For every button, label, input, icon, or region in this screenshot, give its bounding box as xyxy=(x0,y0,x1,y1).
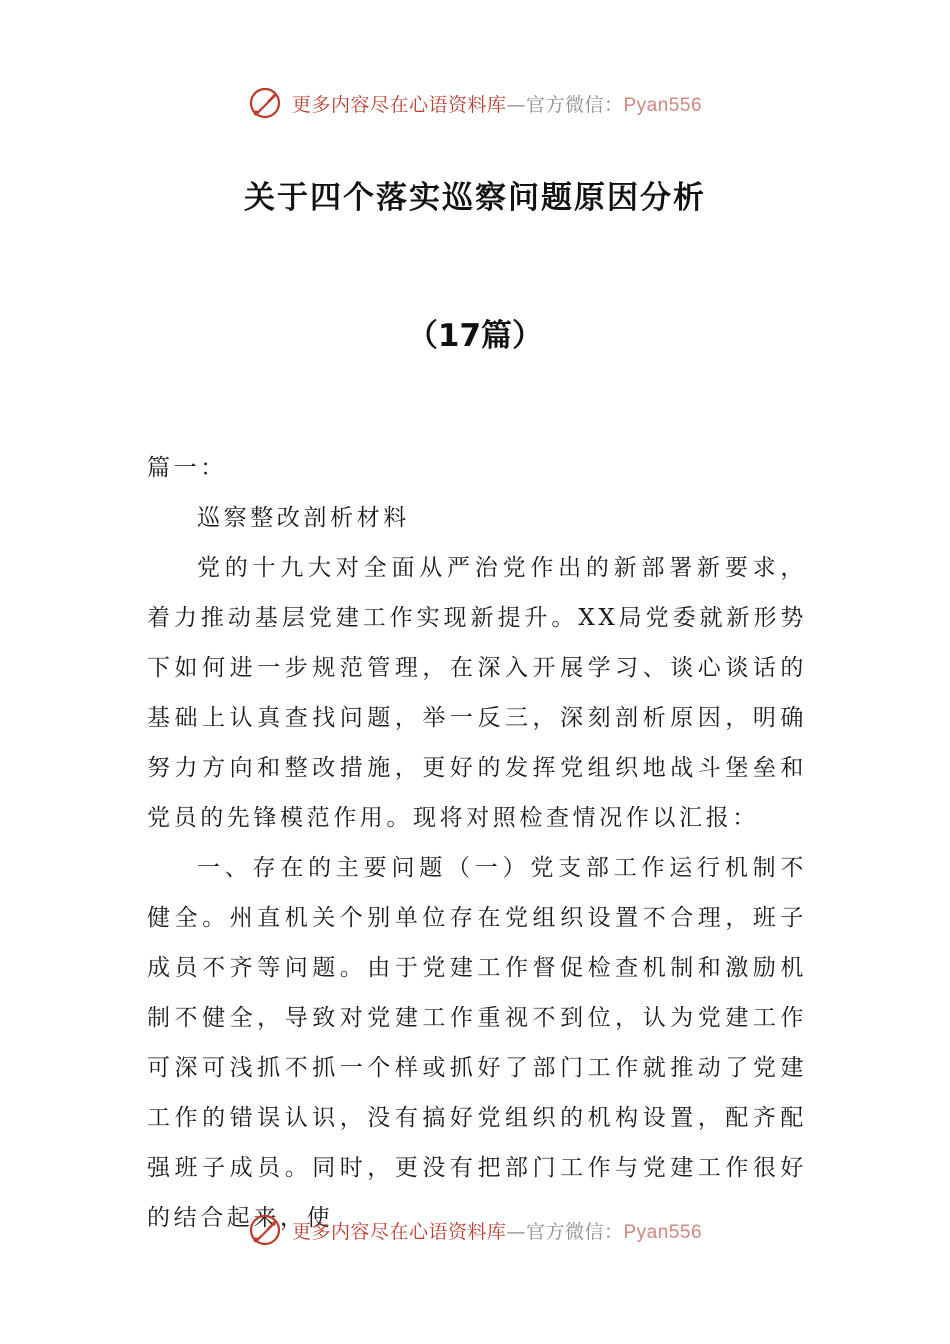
body-paragraph: 党的十九大对全面从严治党作出的新部署新要求，着力推动基层党建工作实现新提升。XX局党委就新形势下如何进一步规范管理，在深入开展学习、谈心谈话的基础上认真查找问题，举一反三，深刻剖析原因，明确努力方向和整改措施，更好的发挥党组织地战斗堡垒和党员的先锋模范作用。现将对照检查情况作以汇报： xyxy=(147,555,807,831)
watermark-text xyxy=(292,1217,702,1244)
watermark-contact-id: Pyan556 xyxy=(623,1221,703,1243)
section-heading: 巡察整改剖析材料 xyxy=(197,505,410,531)
watermark-dash: — xyxy=(506,1220,526,1243)
document-subtitle: （17篇） xyxy=(406,318,544,354)
watermark-contact-label: 官方微信： xyxy=(525,93,624,116)
watermark-contact-label: 官方微信： xyxy=(525,1220,624,1243)
watermark-contact-id: Pyan556 xyxy=(623,94,703,116)
quill-logo-icon xyxy=(248,1213,282,1247)
document-body xyxy=(147,443,807,1243)
watermark-text xyxy=(292,90,702,117)
watermark-brand: 更多内容尽在心语资料库 xyxy=(291,93,507,116)
quill-logo-icon xyxy=(248,86,282,120)
header-watermark xyxy=(0,83,950,123)
watermark-brand: 更多内容尽在心语资料库 xyxy=(291,1220,507,1243)
watermark-dash: — xyxy=(506,93,526,116)
footer-watermark xyxy=(0,1210,950,1250)
section-label: 篇一： xyxy=(147,455,227,481)
document-title: 关于四个落实巡察问题原因分析 xyxy=(244,180,706,216)
body-paragraph: 一、存在的主要问题（一）党支部工作运行机制不健全。州直机关个别单位存在党组织设置不合理，班子成员不齐等问题。由于党建工作督促检查机制和激励机制不健全，导致对党建工作重视不到位，认为党建工作可深可浅抓不抓一个样或抓好了部门工作就推动了党建工作的错误认识，没有搞好党组织的机构设置，配齐配强班子成员。同时，更没有把部门工作与党建工作很好的结合起来，使 xyxy=(147,855,807,1231)
